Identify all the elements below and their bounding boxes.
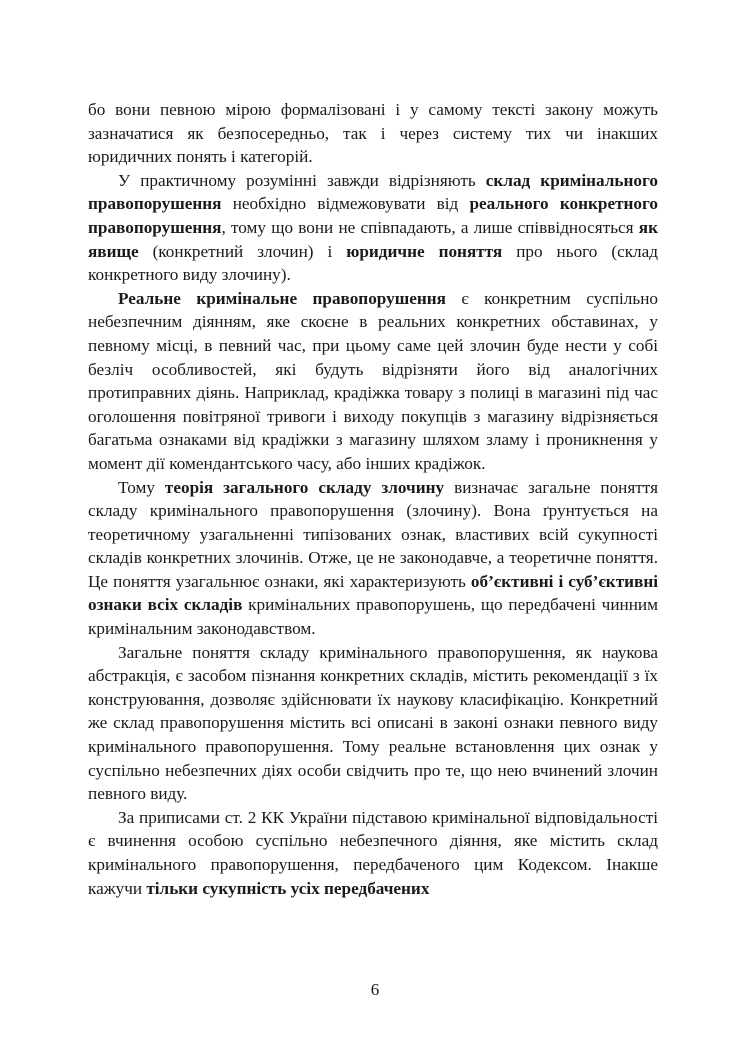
text-run: бо вони певною мірою формалізовані і у самому тексті закону можуть зазначатися як безпосередньо, так і через систему тих чи інакших юридичних понять і категорій. xyxy=(88,100,658,167)
text-run: кримінальних правопорушень, що передбачені чинним кримінальним законодавством. xyxy=(88,595,658,639)
text-run: необхідно відмежовувати від xyxy=(221,194,470,214)
bold-term: юридичне поняття xyxy=(346,241,503,261)
paragraph-6 xyxy=(88,806,658,900)
page-body xyxy=(88,98,658,900)
text-run: Загальне поняття складу кримінального правопорушення, як наукова абстракція, є засобом пізнання конкретних складів, містить рекомендації з їх конструювання, дозволяє здійснювати їх наукову класифікацію. Конкретний же склад правопорушення містить всі описані в законі ознаки певного виду кримінального правопорушення. Тому реальне встановлення цих ознак у суспільно небезпечних діях особи свідчить про те, що нею вчинений злочин певного виду. xyxy=(88,642,658,804)
text-run: є конкретним суспільно небезпечним діянням, яке скоєне в реальних конкретних обставинах, у певному місці, в певний час, при цьому саме цей злочин буде нести у собі безліч особливостей, які будуть відрізняти його від аналогічних протиправних діянь. Наприклад, крадіжка товару з полиці в магазині під час оголошення повітряної тривоги і виходу покупців з магазину відрізняється багатьма ознаками від крадіжки з магазину шляхом зламу і проникнення у момент дії комендантського часу, або інших крадіжок. xyxy=(88,288,658,473)
text-run: про нього (склад конкретного виду злочину). xyxy=(88,241,658,285)
paragraph-5 xyxy=(88,641,658,806)
text-run: У практичному розумінні завжди відрізняють xyxy=(118,170,486,190)
bold-term: склад кримінального правопорушення xyxy=(88,170,658,214)
bold-term: тільки сукупність усіх передбачених xyxy=(146,878,430,898)
paragraph-2 xyxy=(88,169,658,287)
bold-term: реального конкретного правопорушення xyxy=(88,194,659,237)
page-number: 6 xyxy=(370,980,380,999)
paragraph-1 xyxy=(88,98,658,169)
text-run: Тому xyxy=(118,477,165,497)
paragraph-4 xyxy=(88,476,658,641)
text-run: , тому що вони не співпадають, а лише співвідносяться xyxy=(221,217,639,237)
text-run: (конкретний злочин) і xyxy=(138,241,347,261)
text-run: За приписами ст. 2 КК України підставою кримінальної відповідальності є вчинення особою суспільно небезпечного діяння, яке містить склад кримінального правопорушення, передбаченого цим Кодексом. Інакше кажучи xyxy=(88,807,658,898)
bold-term: теорія загального складу злочину xyxy=(164,477,445,497)
bold-term: як явище xyxy=(88,217,658,261)
text-run: визначає загальне поняття складу кримінального правопорушення (злочину). Вона ґрунтується на теоретичному узагальненні типізованих ознак, властивих всій сукупності складів конкретних злочинів. Отже, це не законодавче, а теоретичне поняття. Це поняття узагальнює ознаки, які характеризують xyxy=(88,477,658,591)
paragraph-3 xyxy=(88,287,658,476)
bold-term: об’єктивні і суб’єктивні ознаки всіх складів xyxy=(88,571,659,615)
bold-term: Реальне кримінальне правопорушення xyxy=(118,288,446,308)
